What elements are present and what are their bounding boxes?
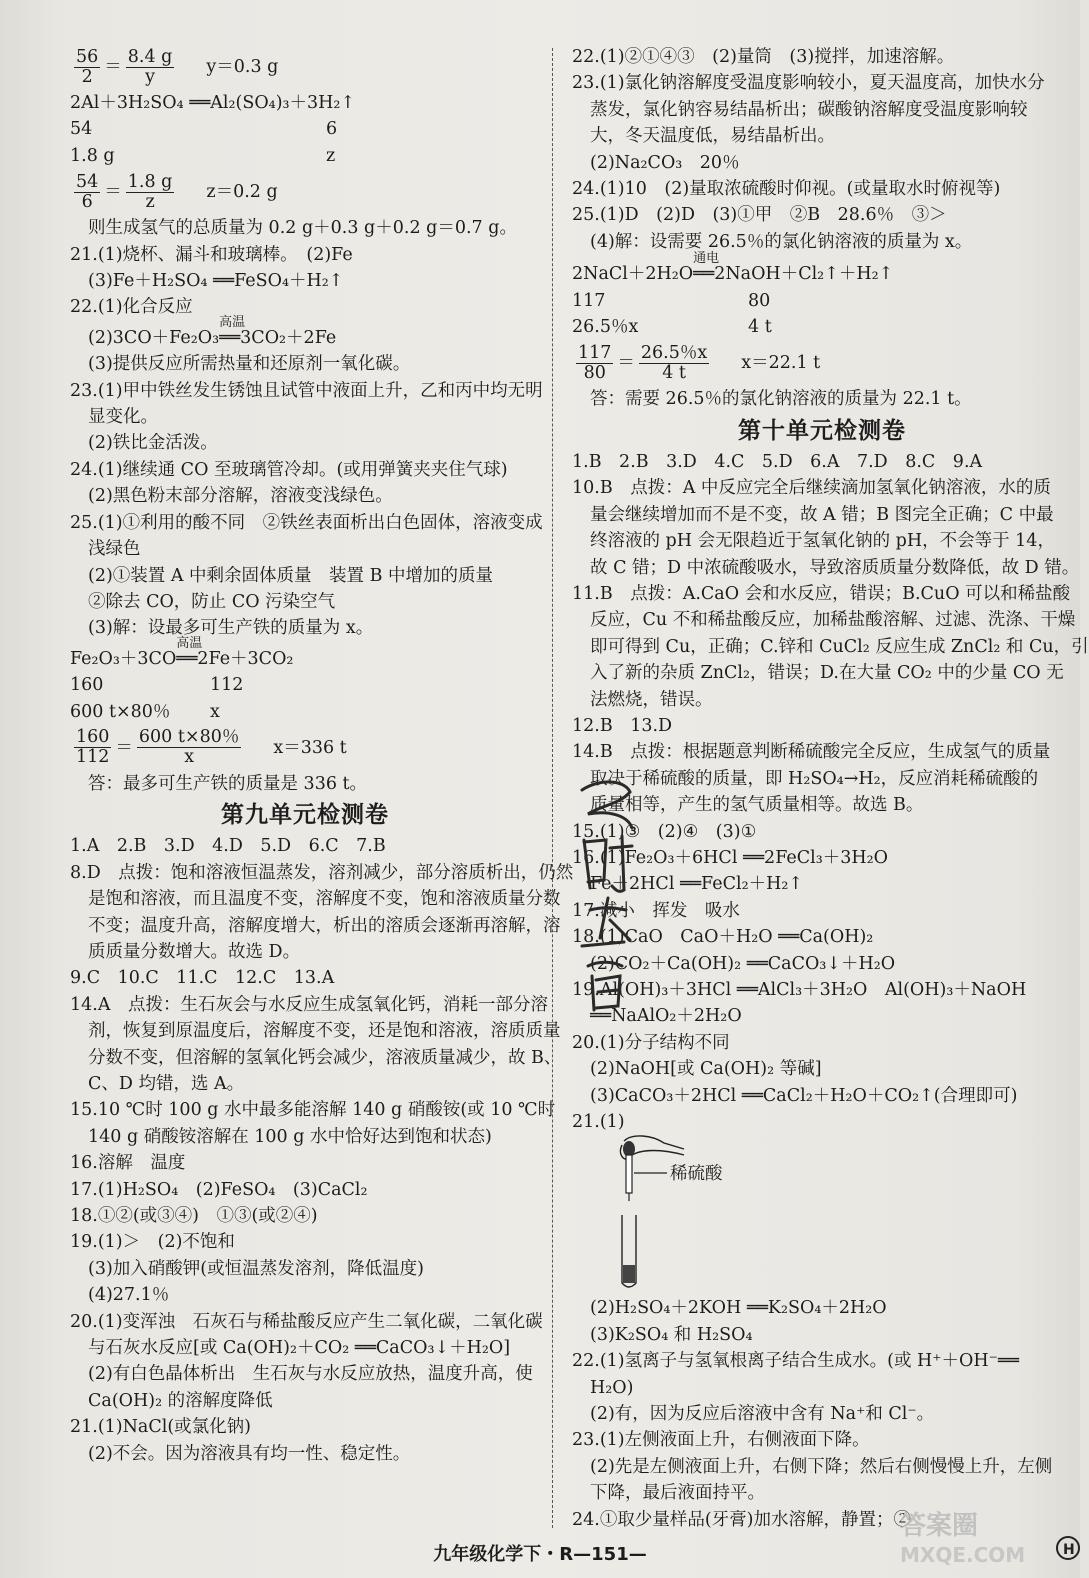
answer-line: 22.(1)化合反应 <box>70 297 193 318</box>
test-tube-figure <box>572 1135 1072 1295</box>
answer-line: 12.B 13.D <box>572 715 673 736</box>
equation-line: Fe₂O₃＋3CO══ 高温 2Fe＋3CO₂ <box>70 635 294 669</box>
equation-line: $\frac{56}{2}$ ＝ $\frac{8.4 g}{y}$ y＝0.3 g <box>76 46 279 87</box>
answer-line: 20.(1)分子结构不同 <box>572 1032 730 1053</box>
section-title: 第九单元检测卷 <box>221 802 389 829</box>
equation-line: $\frac{117}{80}$ ＝ $\frac{26.5\%x}{4 t}$ x＝22.1 t <box>578 342 821 383</box>
answer-line: 22.(1)氢离子与氢氧根离子结合生成水。(或 H⁺＋OH⁻══ <box>572 1351 1019 1372</box>
answer-line: 14.A 点拨：生石灰会与水反应生成氢氧化钙，消耗一部分溶 <box>70 994 548 1015</box>
svg-text:答案圈: 答案圈 <box>900 1511 979 1541</box>
answer-line: 8.D 点拨：饱和溶液恒温蒸发，溶剂减少，部分溶质析出，仍然 <box>70 862 574 883</box>
answer-line: 1.A 2.B 3.D 4.D 5.D 6.C 7.B <box>70 836 386 857</box>
answer-line: (2)黑色粉末部分溶解，溶液变浅绿色。 <box>88 486 393 507</box>
answer-line: 入了新的杂质 ZnCl₂，错误；D.在大量 CO₂ 中的少量 CO 无 <box>590 663 1064 684</box>
answer-line: 11.B 点拨：A.CaO 会和水反应，错误；B.CuO 可以和稀盐酸 <box>572 583 1071 604</box>
answer-line: 140 g 硝酸铵溶解在 100 g 水中恰好达到饱和状态) <box>88 1126 492 1147</box>
answer-line: 终溶液的 pH 会无限趋近于氢氧化钠的 pH，不会等于 14， <box>590 531 1055 552</box>
answer-line: 即可得到 Cu，正确；C.锌和 CuCl₂ 反应生成 ZnCl₂ 和 Cu，引 <box>590 636 1089 657</box>
answer-line: 17.减小 挥发 吸水 <box>572 900 740 921</box>
dropper-test-tube-diagram <box>572 1135 792 1295</box>
answer-line: 23.(1)左侧液面上升，右侧液面下降。 <box>572 1430 870 1451</box>
answer-line: 剂，恢复到原温度后，溶解度不变，还是饱和溶液，溶质质量 <box>88 1021 561 1042</box>
equation-line: $\frac{54}{6}$ ＝ $\frac{1.8 g}{z}$ z＝0.2 g <box>76 171 278 212</box>
answer-line: 24.(1)继续通 CO 至玻璃管冷却。(或用弹簧夹夹住气球) <box>70 459 508 480</box>
mass-ratio-line: 26.5％x 4 t <box>572 317 772 338</box>
answer-line: 14.B 点拨：根据题意判断稀硫酸完全反应，生成氢气的质量 <box>572 742 1051 763</box>
answer-line: 答：需要 26.5％的氯化钠溶液的质量为 22.1 t。 <box>590 389 972 410</box>
answer-line: 21.(1) <box>572 1112 625 1133</box>
right-column <box>572 44 1089 1533</box>
answer-line: 21.(1)烧杯、漏斗和玻璃棒。 (2)Fe <box>70 244 353 265</box>
answer-line: 量会继续增加而不是不变，故 A 错；B 图完全正确；C 中最 <box>590 504 1054 525</box>
answer-line: (4)27.1％ <box>88 1285 170 1306</box>
answer-line: (2)先是左侧液面上升，右侧下降；然后右侧慢慢上升，左侧 <box>590 1456 1053 1477</box>
answer-line: 浅绿色 <box>88 539 141 560</box>
answer-line: 18.①②(或③④) ①③(或②④) <box>70 1206 318 1227</box>
answer-line: 蒸发，氯化钠容易结晶析出；碳酸钠溶解度受温度影响较 <box>590 99 1028 120</box>
answer-line: Ca(OH)₂ 的溶解度降低 <box>88 1390 273 1411</box>
answer-line: (2)有白色晶体析出 生石灰与水反应放热，温度升高，使 <box>88 1364 533 1385</box>
answer-line: (2)①装置 A 中剩余固体质量 装置 B 中增加的质量 <box>88 565 494 586</box>
answer-line: H₂O) <box>590 1377 634 1398</box>
equation-line: 2NaCl＋2H₂O══ 通电 2NaOH＋Cl₂↑＋H₂↑ <box>572 251 894 285</box>
equation-line: 2Al＋3H₂SO₄ ══Al₂(SO₄)₃＋3H₂↑ <box>70 93 356 113</box>
answer-line: 分数不变，但溶解的氢氧化钙会减少，溶液质量减少，故 B、 <box>88 1047 562 1068</box>
answer-line: 质量相等，产生的氢气质量相等。故选 B。 <box>590 795 924 816</box>
answer-line: 取决于稀硫酸的质量，即 H₂SO₄→H₂，反应消耗稀硫酸的 <box>590 768 1039 789</box>
answer-line: 24.①取少量样品(牙膏)加水溶解，静置；② <box>572 1509 911 1530</box>
answer-line: 24.(1)10 (2)量取浓硫酸时仰视。(或量取水时俯视等) <box>572 179 1001 200</box>
answer-line: 15.10 ℃时 100 g 水中最多能溶解 140 g 硝酸铵(或 10 ℃时 <box>70 1100 556 1121</box>
answer-line: 21.(1)NaCl(或氯化钠) <box>70 1417 252 1438</box>
equation-line: $\frac{160}{112}$ ＝ $\frac{600 t\times 80\%}{x}$ x＝336 t <box>76 727 347 768</box>
answer-line: 大，冬天温度低，易结晶析出。 <box>590 126 835 147</box>
answer-line: 25.(1)D (2)D (3)①甲 ②B 28.6％ ③＞ <box>572 205 947 226</box>
figure-label: 稀硫酸 <box>670 1164 723 1185</box>
answer-line: ══NaAlO₂＋2H₂O <box>590 1006 742 1027</box>
corner-mark: H <box>1063 1542 1075 1558</box>
page-footer: 九年级化学下・R—151— <box>433 1544 647 1565</box>
answer-line: 23.(1)氯化钠溶解度受温度影响较小，夏天温度高，加快水分 <box>572 73 1045 94</box>
answer-line: (2)CO₂＋Ca(OH)₂ ══CaCO₃↓＋H₂O <box>590 953 896 974</box>
answer-line: (3)Fe＋H₂SO₄ ══FeSO₄＋H₂↑ <box>88 271 344 292</box>
answer-line: (2)铁比金活泼。 <box>88 433 218 454</box>
answer-line: (3)加入硝酸钾(或恒温蒸发溶剂，降低温度) <box>88 1258 424 1279</box>
answer-line: 25.(1)①利用的酸不同 ②铁丝表面析出白色固体，溶液变成 <box>70 512 543 533</box>
answer-line: (3)CaCO₃＋2HCl ══CaCl₂＋H₂O＋CO₂↑(合理即可) <box>590 1085 1018 1106</box>
answer-line: (2)有，因为反应后溶液中含有 Na⁺和 Cl⁻。 <box>590 1404 935 1425</box>
answer-line: (2)Na₂CO₃ 20％ <box>590 152 740 173</box>
answer-line: (3)解：设最多可生产铁的质量为 x。 <box>88 618 374 639</box>
answer-line: C、D 均错，选 A。 <box>88 1074 245 1094</box>
answer-line: (3)提供反应所需热量和还原剂一氧化碳。 <box>88 354 411 375</box>
answer-line: 9.C 10.C 11.C 12.C 13.A <box>70 968 335 989</box>
answer-line: 20.(1)变浑浊 石灰石与稀盐酸反应产生二氧化碳，二氧化碳 <box>70 1311 543 1332</box>
mass-ratio-line: 1.8 g z <box>70 145 336 166</box>
mass-ratio-line: 600 t×80％ x <box>70 701 220 722</box>
answer-line: 22.(1)②①④③ (2)量筒 (3)搅拌，加速溶解。 <box>572 47 955 67</box>
answer-line: 16.(1)Fe₂O₃＋6HCl ══2FeCl₃＋3H₂O <box>572 847 888 868</box>
answer-line: 10.B 点拨：A 中反应完全后继续滴加氢氧化钠溶液，水的质 <box>572 478 1051 499</box>
answer-line: 与石灰水反应[或 Ca(OH)₂＋CO₂ ══CaCO₃↓＋H₂O] <box>88 1338 511 1359</box>
answer-line: (2)不会。因为溶液具有均一性、稳定性。 <box>88 1443 411 1464</box>
answer-line: 16.溶解 温度 <box>70 1153 186 1174</box>
mass-ratio-line: 160 112 <box>70 675 244 696</box>
svg-text:MXQE.COM: MXQE.COM <box>900 1543 1026 1567</box>
answer-line: (2)NaOH[或 Ca(OH)₂ 等碱] <box>590 1059 822 1080</box>
answer-line: 18.(1)CaO CaO＋H₂O ══Ca(OH)₂ <box>572 927 874 948</box>
answer-line: ②除去 CO，防止 CO 污染空气 <box>88 591 336 612</box>
answer-line: 答：最多可生产铁的质量是 336 t。 <box>88 773 368 794</box>
answer-line: (3)K₂SO₄ 和 H₂SO₄ <box>590 1324 753 1345</box>
answer-line: 23.(1)甲中铁丝发生锈蚀且试管中液面上升，乙和丙中均无明 <box>70 380 543 401</box>
answer-line: 故 C 错；D 中浓硫酸吸水，导致溶质质量分数降低，故 D 错。 <box>590 557 1080 578</box>
answer-line: 法燃烧，错误。 <box>590 689 713 710</box>
answer-line: 17.(1)H₂SO₄ (2)FeSO₄ (3)CaCl₂ <box>70 1179 368 1200</box>
answer-line: 15.(1)③ (2)④ (3)① <box>572 821 757 842</box>
mass-ratio-line: 54 6 <box>70 119 338 140</box>
answer-line: 是饱和溶液，而且温度不变，溶解度不变，饱和溶液质量分数 <box>88 889 561 910</box>
answer-line: 1.B 2.B 3.D 4.C 5.D 6.A 7.D 8.C 9.A <box>572 451 983 472</box>
answer-line: 19.Al(OH)₃＋3HCl ══AlCl₃＋3H₂O Al(OH)₃＋NaOH <box>572 980 1027 1000</box>
left-column <box>70 44 574 1467</box>
mass-ratio-line: 117 80 <box>572 290 771 311</box>
answer-line: 质质量分数增大。故选 D。 <box>88 941 301 962</box>
answer-line: 显变化。 <box>88 407 158 428</box>
answer-line: 下降，最后液面持平。 <box>590 1483 765 1504</box>
section-title: 第十单元检测卷 <box>738 417 906 444</box>
equation-line: (2)3CO＋Fe₂O₃══ 高温 3CO₂＋2Fe <box>88 314 337 348</box>
answer-line: 19.(1)＞ (2)不饱和 <box>70 1232 235 1253</box>
answer-line: (4)解：设需要 26.5％的氯化钠溶液的质量为 x。 <box>590 231 973 252</box>
column-divider <box>552 48 553 1528</box>
answer-line: (2)H₂SO₄＋2KOH ══K₂SO₄＋2H₂O <box>590 1298 887 1319</box>
answer-line: Fe＋2HCl ══FeCl₂＋H₂↑ <box>590 874 804 895</box>
answer-line: 不变；温度升高，溶解度增大，析出的溶质会逐渐再溶解，溶 <box>88 915 561 936</box>
answer-line: 反应，Cu 不和稀盐酸反应，加稀盐酸溶解、过滤、洗涤、干燥 <box>590 610 1076 631</box>
answer-line: 则生成氢气的总质量为 0.2 g＋0.3 g＋0.2 g＝0.7 g。 <box>88 218 517 239</box>
